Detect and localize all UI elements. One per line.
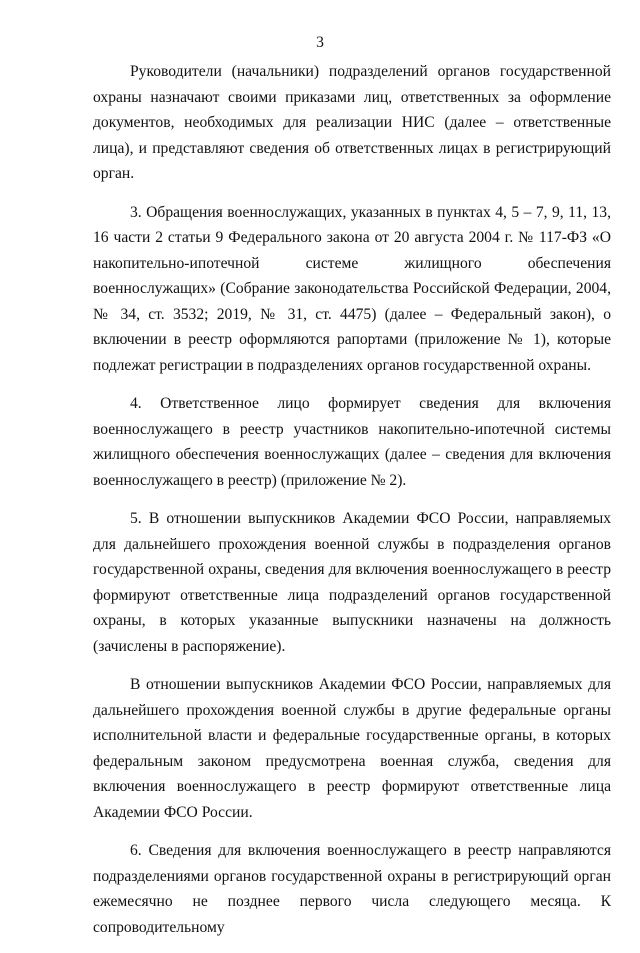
paragraph-5: 5. В отношении выпускников Академии ФСО России, направляемых для дальнейшего прохождения военной службы в подразделения органов государственной охраны, сведения для включения военнослужащего в реестр формируют ответственные лица подразделений органов государственной охраны, в которых указанные выпускники назначены на должность (зачислены в распоряжение). [93,510,611,655]
paragraph-5-continued: В отношении выпускников Академии ФСО России, направляемых для дальнейшего прохождения военной службы в другие федеральные органы исполнительной власти и федеральные государственные органы, в которых федеральным законом предусмотрена военная служба, сведения для включения военнослужащего в реестр формируют ответственные лица Академии ФСО России. [93,676,611,821]
paragraph-6: 6. Сведения для включения военнослужащего в реестр направляются подразделениями органов государственной охраны в регистрирующий орган ежемесячно не позднее первого числа следующего месяца. К сопроводительному [93,842,611,936]
paragraph-3: 3. Обращения военнослужащих, указанных в пунктах 4, 5 – 7, 9, 11, 13, 16 части 2 статьи 9 Федерального закона от 20 августа 2004 г. № 117-ФЗ «О накопительно-ипотечной системе жилищного обеспечения военнослужащих» (Собрание законодательства Российской Федерации, 2004, № 34, ст. 3532; 2019, № 31, ст. 4475) (далее – Федеральный закон), о включении в реестр оформляются рапортами (приложение № 1), которые подлежат регистрации в подразделениях органов государственной охраны. [93,203,611,374]
page-number: 3 [316,34,324,51]
document-body [93,59,611,953]
paragraph-responsible-persons: Руководители (начальники) подразделений органов государственной охраны назначают своими приказами лиц, ответственных за оформление документов, необходимых для реализации НИС (далее – ответственные лица), и представляют сведения об ответственных лицах в регистрирующий орган. [93,63,611,182]
paragraph-4: 4. Ответственное лицо формирует сведения для включения военнослужащего в реестр участников накопительно-ипотечной системы жилищного обеспечения военнослужащих (далее – сведения для включения военнослужащего в реестр) (приложение № 2). [93,395,611,489]
